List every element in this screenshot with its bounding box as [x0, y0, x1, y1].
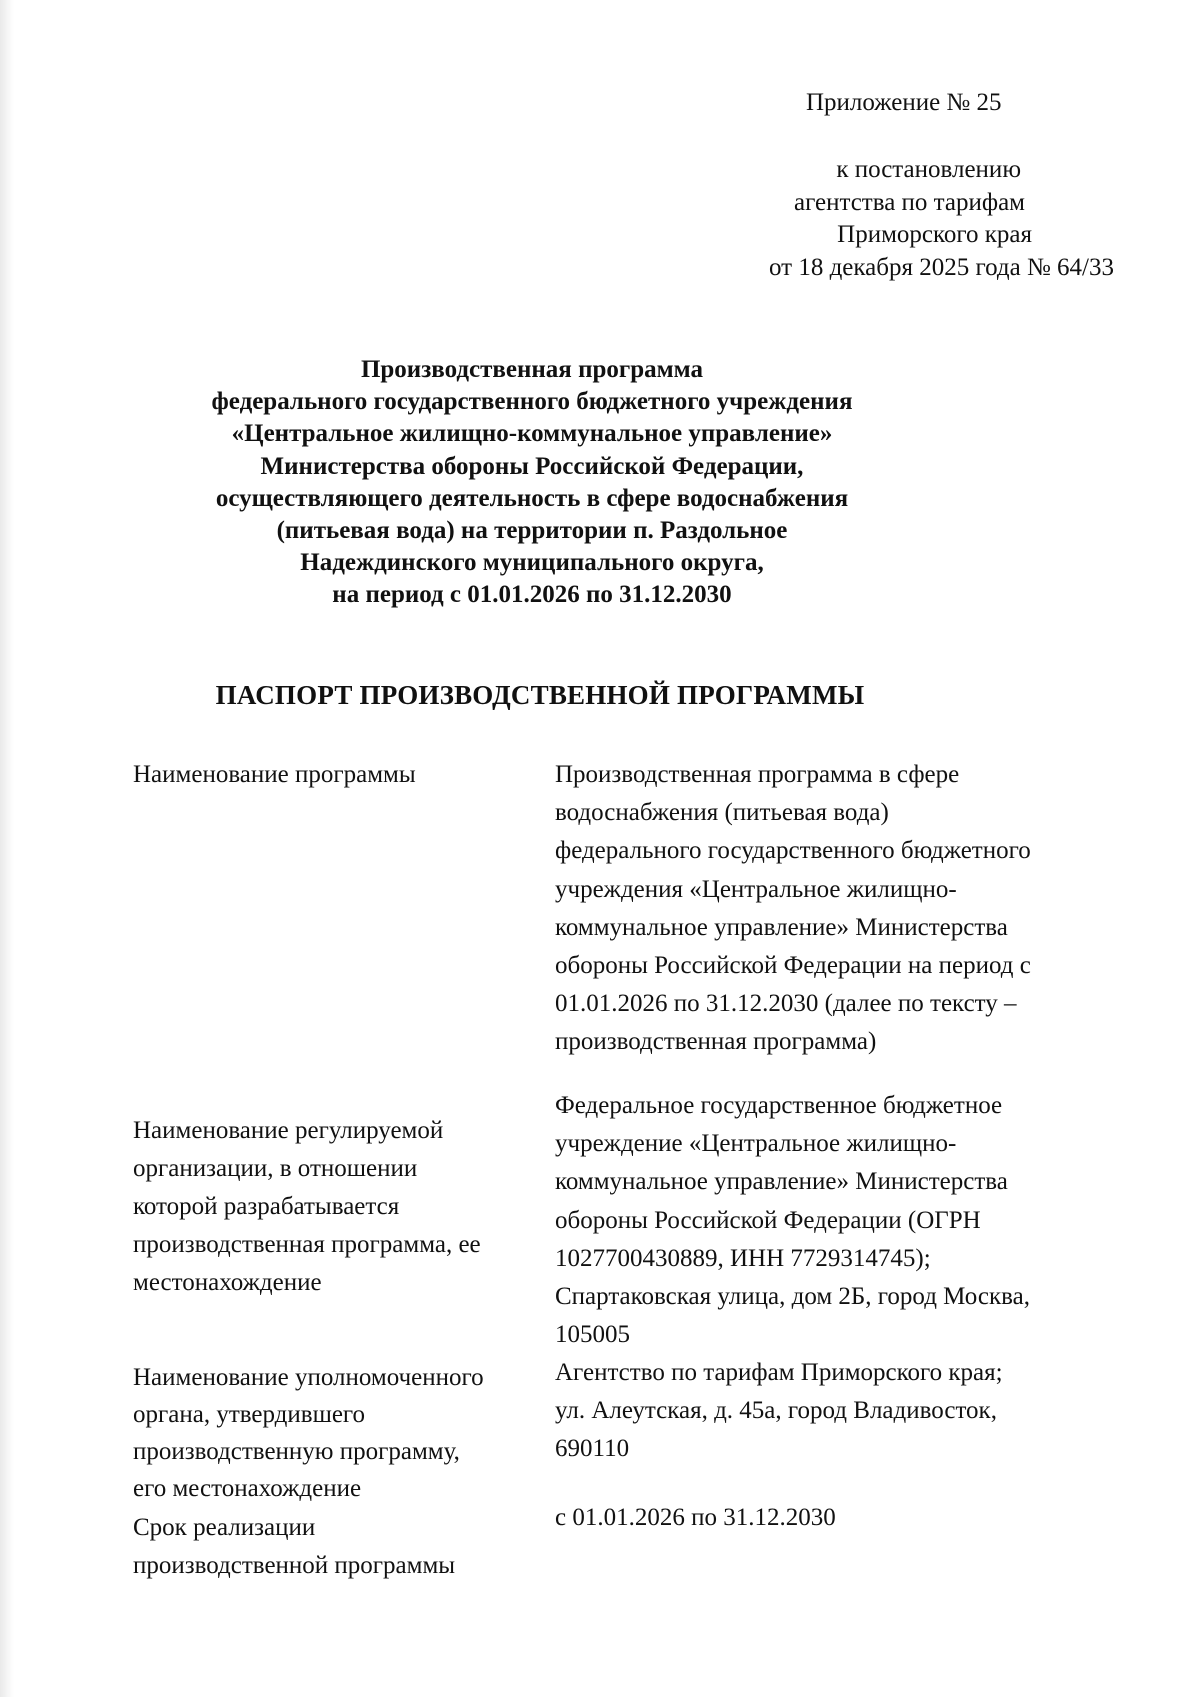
decree-reference [694, 154, 1114, 284]
value-line: 1027700430889, ИНН 7729314745); [555, 1244, 931, 1272]
passport-heading: ПАСПОРТ ПРОИЗВОДСТВЕННОЙ ПРОГРАММЫ [215, 680, 865, 710]
title-line: Надеждинского муниципального округа, [300, 549, 764, 577]
passport-row-label [133, 756, 533, 794]
value-line: ул. Алеутская, д. 45а, город Владивосток, [555, 1397, 997, 1424]
label-line: органа, утвердившего [133, 1401, 366, 1428]
label-line: которой разрабатывается [133, 1193, 400, 1220]
decree-line: к постановлению [836, 156, 1021, 183]
label-line: его местонахождение [133, 1475, 362, 1502]
value-line: производственная программа) [555, 1028, 877, 1056]
appendix-number: Приложение № 25 [806, 89, 1002, 116]
label-line: Срок реализации [133, 1514, 316, 1541]
label-line: Наименование уполномоченного [133, 1364, 484, 1391]
value-line: 105005 [555, 1321, 630, 1349]
value-line: 01.01.2026 по 31.12.2030 (далее по тексту – [555, 990, 1017, 1018]
value-line: Федеральное государственное бюджетное [555, 1092, 1003, 1119]
title-line: на период с 01.01.2026 по 31.12.2030 [332, 581, 732, 609]
label-line: Наименование регулируемой [133, 1117, 444, 1144]
value-line: коммунальное управление» Министерства [555, 913, 1008, 941]
value-line: Агентство по тарифам Приморского края; [555, 1359, 1003, 1386]
passport-row-value [555, 1499, 1095, 1537]
label-line: местонахождение [133, 1269, 322, 1296]
title-line: осуществляющего деятельность в сфере водоснабжения [215, 484, 849, 512]
title-line: Производственная программа [360, 356, 704, 383]
passport-row-label [133, 1509, 533, 1585]
value-line: коммунальное управление» Министерства [555, 1168, 1008, 1196]
value-line: обороны Российской Федерации (ОГРН [555, 1206, 981, 1234]
program-title [0, 354, 1172, 612]
passport-row-label [133, 1112, 533, 1302]
label-line: производственной программы [133, 1552, 456, 1579]
title-line: Министерства обороны Российской Федерации, [260, 452, 804, 480]
title-line: (питьевая вода) на территории п. Раздольное [276, 517, 788, 545]
label-line: организации, в отношении [133, 1155, 418, 1182]
decree-line: от 18 декабря 2025 года № 64/33 [768, 253, 1114, 281]
value-line: учреждение «Центральное жилищно- [555, 1130, 957, 1158]
passport-row-value [555, 1354, 1095, 1468]
passport-row-value [555, 1087, 1095, 1354]
scan-edge-shadow [0, 0, 14, 1697]
decree-line: агентства по тарифам [793, 188, 1025, 216]
value-line: 690110 [555, 1435, 630, 1462]
decree-line: Приморского края [837, 221, 1032, 248]
title-line: федерального государственного бюджетного учреждения [211, 388, 853, 416]
value-line: учреждения «Центральное жилищно- [555, 875, 957, 903]
passport-row-label [133, 1359, 533, 1507]
value-line: Спартаковская улица, дом 2Б, город Москва, [555, 1283, 1030, 1311]
value-line: водоснабжения (питьевая вода) [555, 799, 889, 827]
value-line: обороны Российской Федерации на период с [555, 952, 1031, 980]
label-line: Наименование программы [133, 761, 416, 788]
value-line: Производственная программа в сфере [555, 761, 960, 788]
passport-row-value [555, 756, 1095, 1062]
label-line: производственная программа, ее [133, 1231, 481, 1258]
label-line: производственную программу, [133, 1438, 460, 1465]
title-line: «Центральное жилищно-коммунальное управление» [231, 420, 833, 448]
value-line: федерального государственного бюджетного [555, 837, 1031, 865]
value-line: с 01.01.2026 по 31.12.2030 [555, 1504, 836, 1531]
